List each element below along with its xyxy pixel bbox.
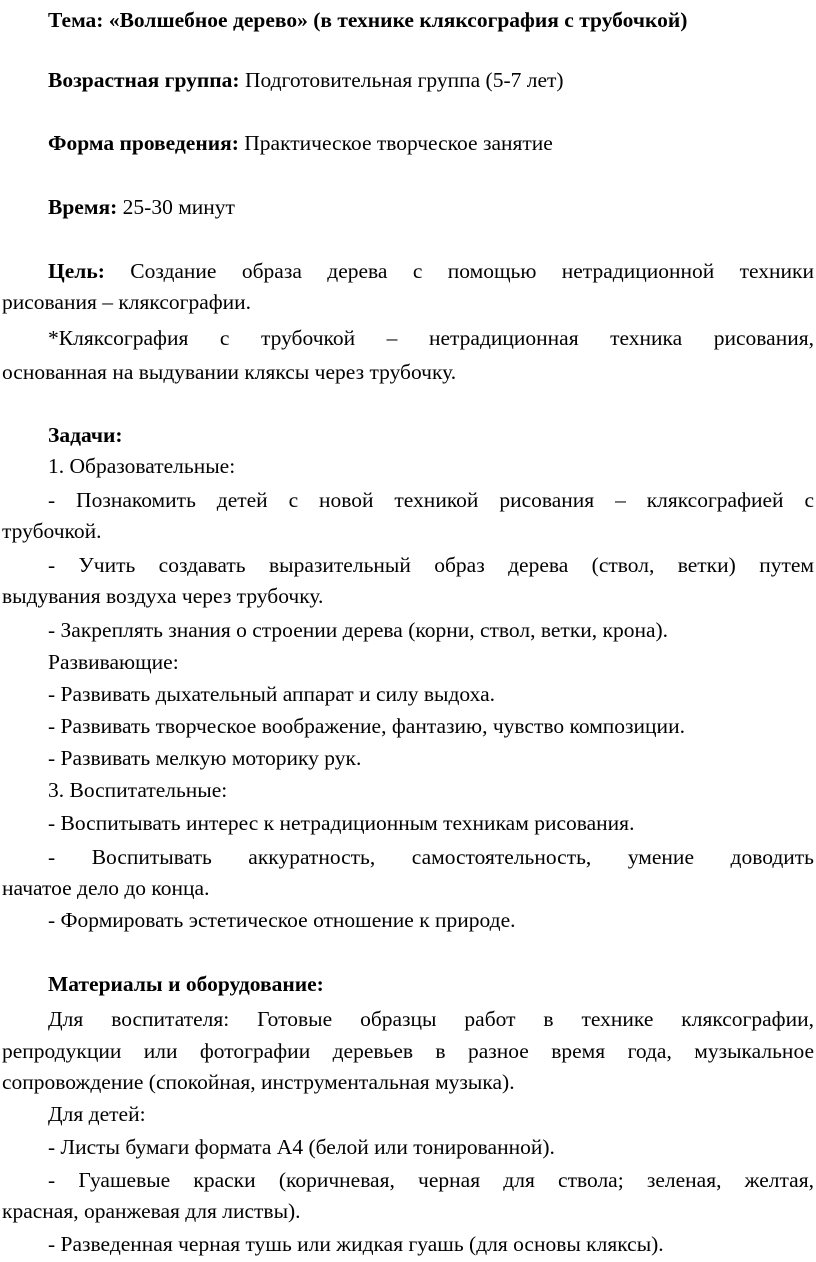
dev-title: Развивающие: (48, 650, 179, 674)
kids-title: Для детей: (48, 1102, 146, 1126)
form-line (48, 128, 814, 158)
goal-line-1 (48, 256, 814, 286)
upb-item-2-line-2: начатое дело до конца. (2, 876, 210, 900)
upb-title: 3. Воспитательные: (48, 778, 228, 802)
materials-heading: Материалы и оборудование: (48, 972, 324, 996)
kids-item-2-line-1: - Гуашевые краски (коричневая, черная для ствола; зеленая, желтая, (48, 1168, 814, 1192)
form-value: Практическое творческое занятие (238, 131, 553, 155)
time-label: Время: (48, 195, 118, 219)
time-line (48, 192, 814, 222)
edu-item-1-line-1: - Познакомить детей с новой техникой рисования – кляксографией с (48, 488, 814, 512)
topic-line: Тема: «Волшебное дерево» (в технике кляксография с трубочкой) (48, 8, 688, 32)
form-label: Форма проведения: (48, 131, 239, 155)
dev-item-1: - Развивать дыхательный аппарат и силу выдоха. (48, 682, 495, 706)
age-group-label: Возрастная группа: (48, 68, 240, 92)
upb-item-1: - Воспитывать интерес к нетрадиционным техникам рисования. (48, 811, 635, 835)
dev-item-3: - Развивать мелкую моторику рук. (48, 746, 362, 770)
teacher-line-1: Для воспитателя: Готовые образцы работ в технике кляксографии, (48, 1007, 814, 1031)
teacher-line-2: репродукции или фотографии деревьев в разное время года, музыкальное (2, 1039, 814, 1063)
age-group-line (48, 65, 814, 95)
edu-title: 1. Образовательные: (48, 454, 236, 478)
kids-item-3: - Разведенная черная тушь или жидкая гуашь (для основы кляксы). (48, 1232, 664, 1256)
kids-item-1: - Листы бумаги формата А4 (белой или тонированной). (48, 1135, 555, 1159)
kids-item-2-line-2: красная, оранжевая для листвы). (2, 1199, 301, 1223)
upb-item-2-line-1: - Воспитывать аккуратность, самостоятельность, умение доводить (48, 845, 814, 869)
edu-item-2-line-1: - Учить создавать выразительный образ дерева (ствол, ветки) путем (48, 553, 814, 577)
tasks-heading: Задачи: (48, 423, 123, 447)
edu-item-1-line-2: трубочкой. (2, 519, 102, 543)
teacher-line-3: сопровождение (спокойная, инструментальная музыка). (2, 1070, 515, 1094)
edu-item-3: - Закреплять знания о строении дерева (корни, ствол, ветки, крона). (48, 618, 669, 642)
time-value: 25-30 минут (117, 195, 235, 219)
upb-item-3: - Формировать эстетическое отношение к природе. (48, 908, 516, 932)
dev-item-2: - Развивать творческое воображение, фантазию, чувство композиции. (48, 714, 685, 738)
note-line-1: *Кляксография с трубочкой – нетрадиционная техника рисования, (48, 326, 814, 350)
goal-text-1: Создание образа дерева с помощью нетрадиционной техники (104, 259, 814, 283)
goal-label: Цель: (48, 259, 105, 283)
note-line-2: основанная на выдувании кляксы через трубочку. (2, 360, 457, 384)
edu-item-2-line-2: выдувания воздуха через трубочку. (2, 584, 324, 608)
age-group-value: Подготовительная группа (5-7 лет) (239, 68, 564, 92)
goal-line-2: рисования – кляксографии. (2, 290, 252, 314)
